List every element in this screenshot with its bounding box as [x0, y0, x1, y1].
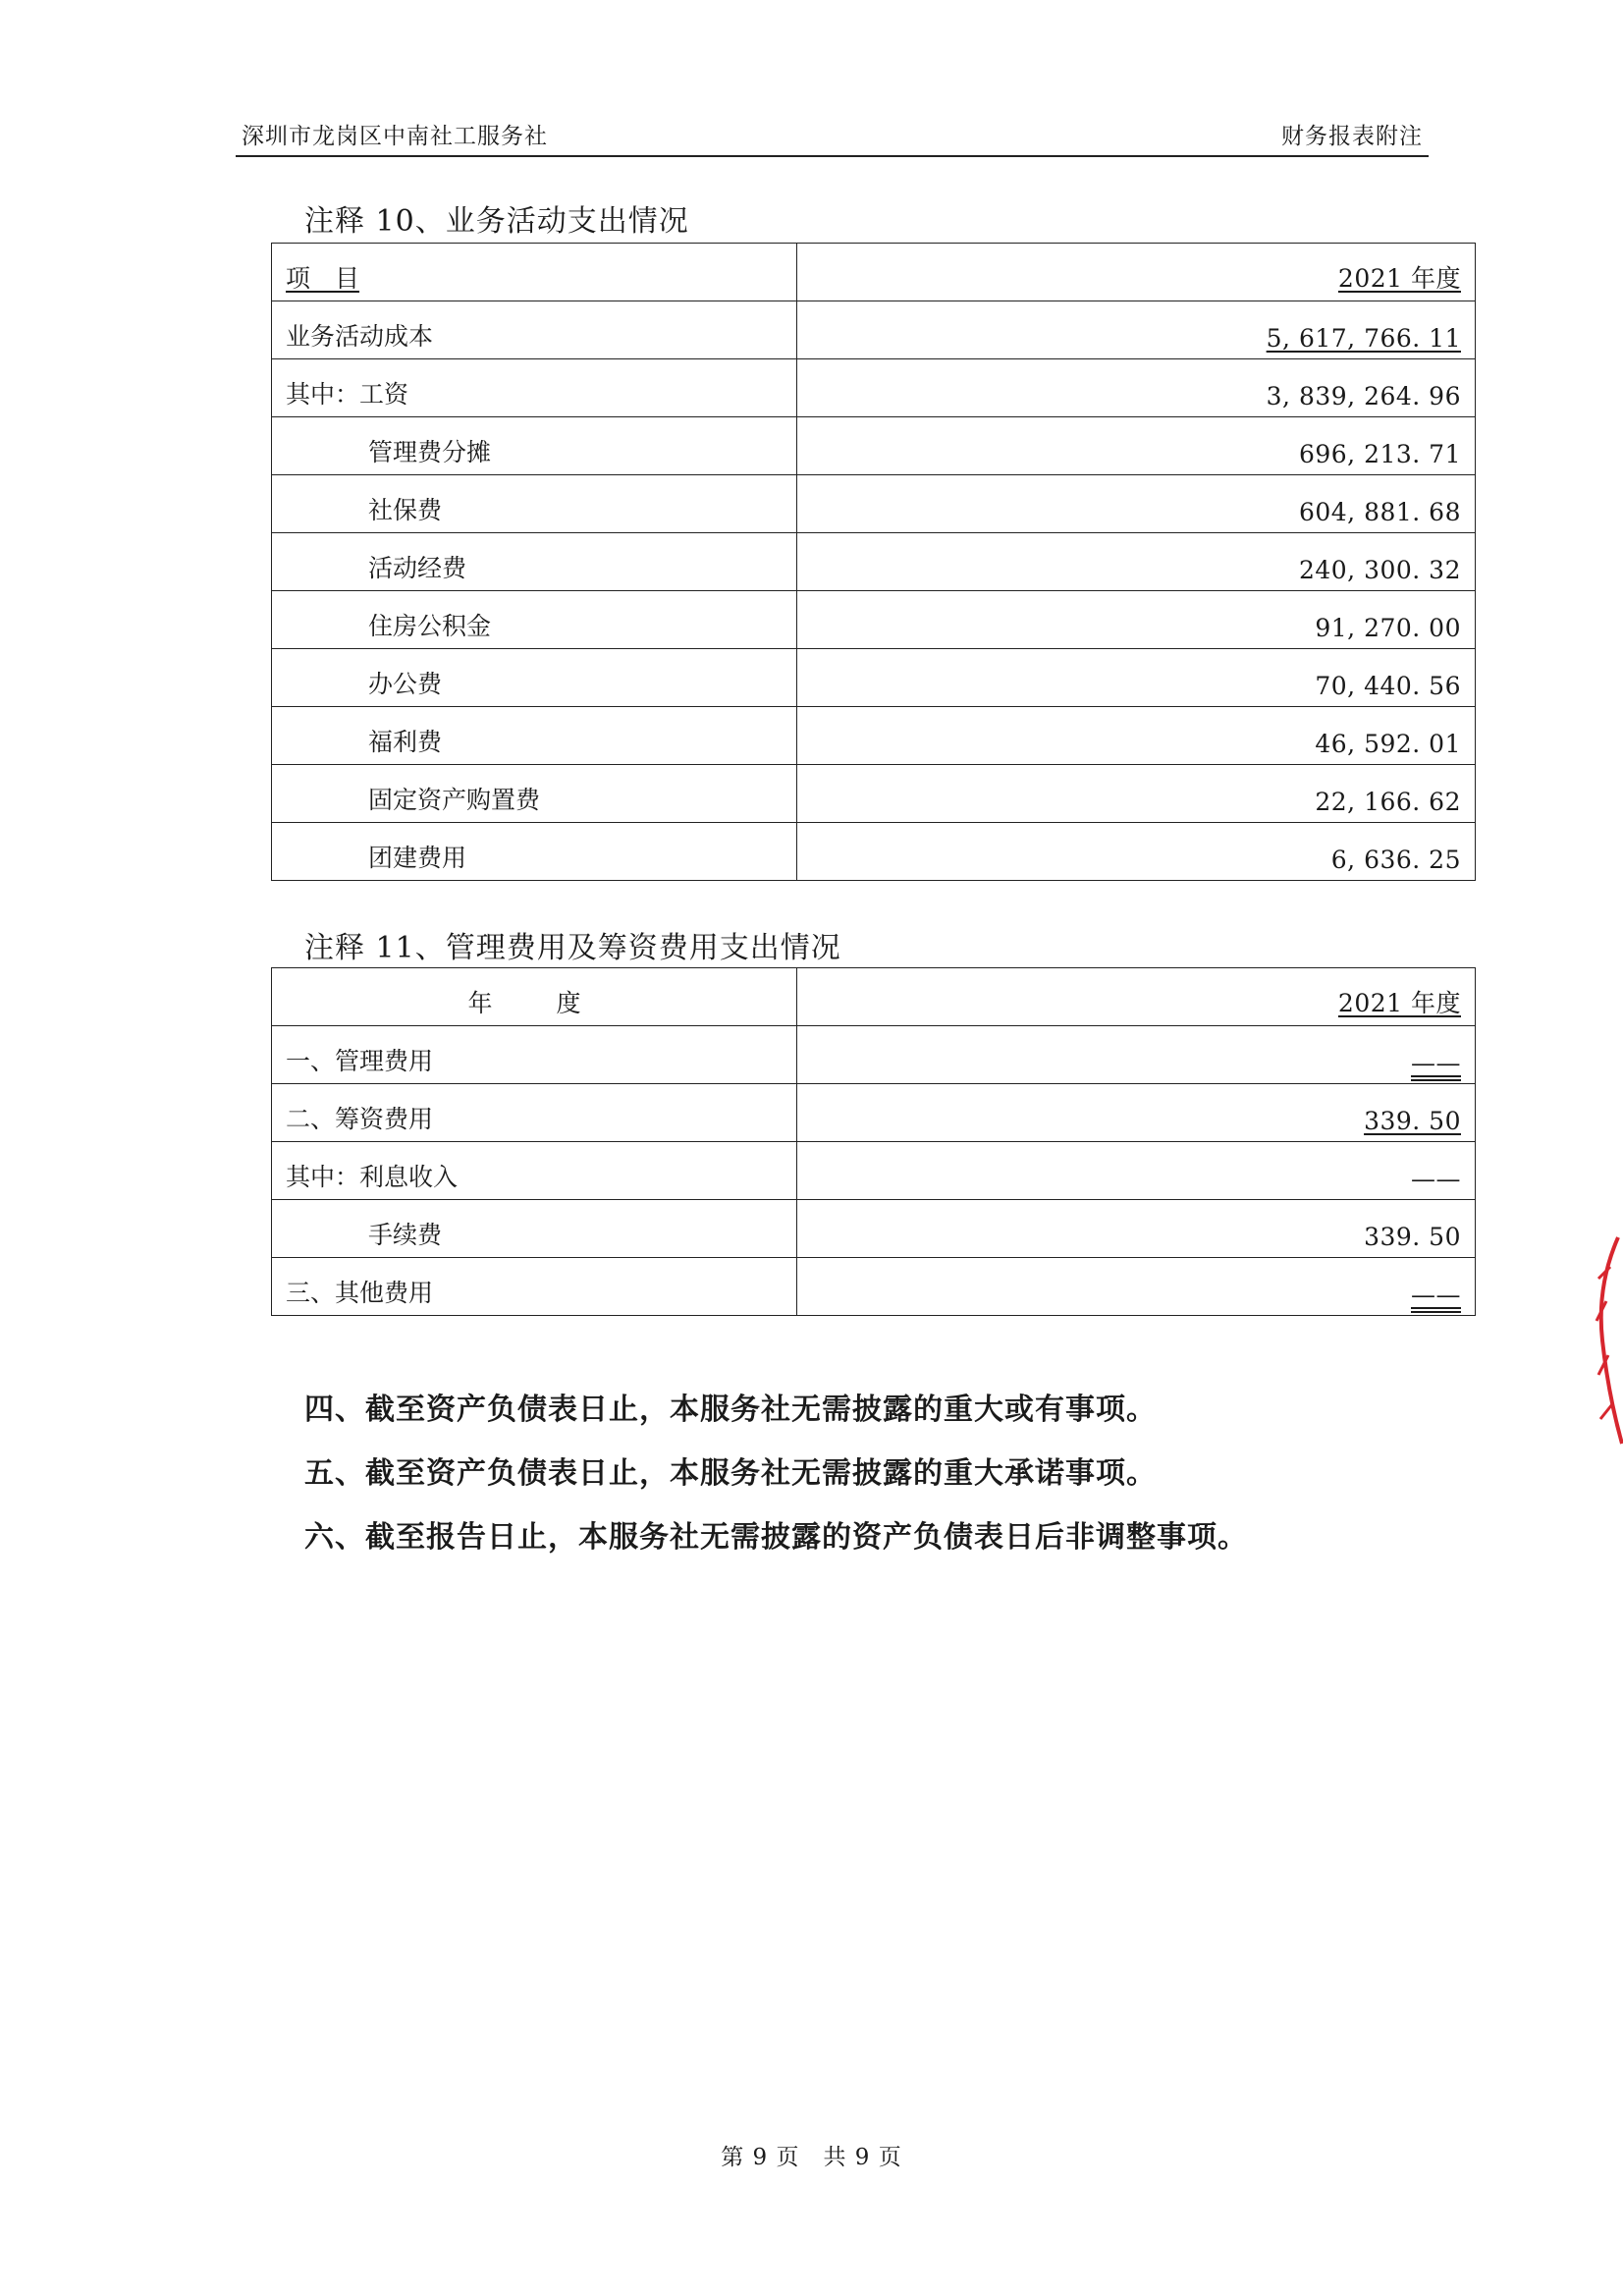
table-row [272, 475, 1476, 533]
row-label: 活动经费 [272, 533, 797, 591]
row-label: 业务活动成本 [272, 301, 797, 359]
note10-table [271, 243, 1476, 881]
header-doc-type: 财务报表附注 [1281, 124, 1423, 149]
table-row [272, 1258, 1476, 1316]
seal-stamp-fragment [1589, 1228, 1623, 1453]
row-label: 三、其他费用 [272, 1258, 797, 1316]
row-label: 社保费 [272, 475, 797, 533]
row-label: 住房公积金 [272, 591, 797, 649]
row-label: 团建费用 [272, 823, 797, 881]
page-header [236, 116, 1429, 157]
col-year-header: 2021 年度 [797, 244, 1476, 301]
row-label: 手续费 [272, 1200, 797, 1258]
row-amount: 339. 50 [797, 1200, 1476, 1258]
row-amount: 339. 50 [797, 1084, 1476, 1142]
table-row [272, 301, 1476, 359]
row-amount: 70, 440. 56 [797, 649, 1476, 707]
page-footer: 第 9 页 共 9 页 [721, 2145, 902, 2170]
row-amount: 91, 270. 00 [797, 591, 1476, 649]
row-amount: 3, 839, 264. 96 [797, 359, 1476, 417]
row-label: 一、管理费用 [272, 1026, 797, 1084]
col-item-header: 年 度 [272, 968, 797, 1026]
row-amount: 22, 166. 62 [797, 765, 1476, 823]
row-label: 管理费分摊 [272, 417, 797, 475]
note11-table [271, 967, 1476, 1316]
row-label: 其中：工资 [272, 359, 797, 417]
table-row [272, 1084, 1476, 1142]
row-label: 办公费 [272, 649, 797, 707]
disclosure-note-5: 五、截至资产负债表日止，本服务社无需披露的重大承诺事项。 [304, 1456, 1157, 1491]
note10-title: 注释 10、业务活动支出情况 [304, 204, 689, 239]
table-row [272, 1200, 1476, 1258]
table-header-row [272, 968, 1476, 1026]
row-label: 福利费 [272, 707, 797, 765]
table-row [272, 649, 1476, 707]
table-row [272, 1026, 1476, 1084]
row-amount: —— [797, 1258, 1476, 1316]
row-amount: 240, 300. 32 [797, 533, 1476, 591]
note11-title: 注释 11、管理费用及筹资费用支出情况 [304, 931, 841, 965]
table-row [272, 1142, 1476, 1200]
row-amount: 5, 617, 766. 11 [797, 301, 1476, 359]
row-amount: 696, 213. 71 [797, 417, 1476, 475]
table-header-row [272, 244, 1476, 301]
table-row [272, 823, 1476, 881]
table-row [272, 707, 1476, 765]
table-row [272, 359, 1476, 417]
row-amount: —— [797, 1026, 1476, 1084]
table-row [272, 591, 1476, 649]
row-label: 固定资产购置费 [272, 765, 797, 823]
row-label: 二、筹资费用 [272, 1084, 797, 1142]
col-year-header: 2021 年度 [797, 968, 1476, 1026]
row-amount: 46, 592. 01 [797, 707, 1476, 765]
col-item-header: 项 目 [272, 244, 797, 301]
disclosure-note-4: 四、截至资产负债表日止，本服务社无需披露的重大或有事项。 [304, 1393, 1157, 1427]
table-row [272, 417, 1476, 475]
table-row [272, 533, 1476, 591]
row-amount: 6, 636. 25 [797, 823, 1476, 881]
table-row [272, 765, 1476, 823]
disclosure-note-6: 六、截至报告日止，本服务社无需披露的资产负债表日后非调整事项。 [304, 1520, 1248, 1555]
row-amount: —— [797, 1142, 1476, 1200]
header-org-name: 深圳市龙岗区中南社工服务社 [242, 124, 548, 149]
row-label: 其中：利息收入 [272, 1142, 797, 1200]
row-amount: 604, 881. 68 [797, 475, 1476, 533]
